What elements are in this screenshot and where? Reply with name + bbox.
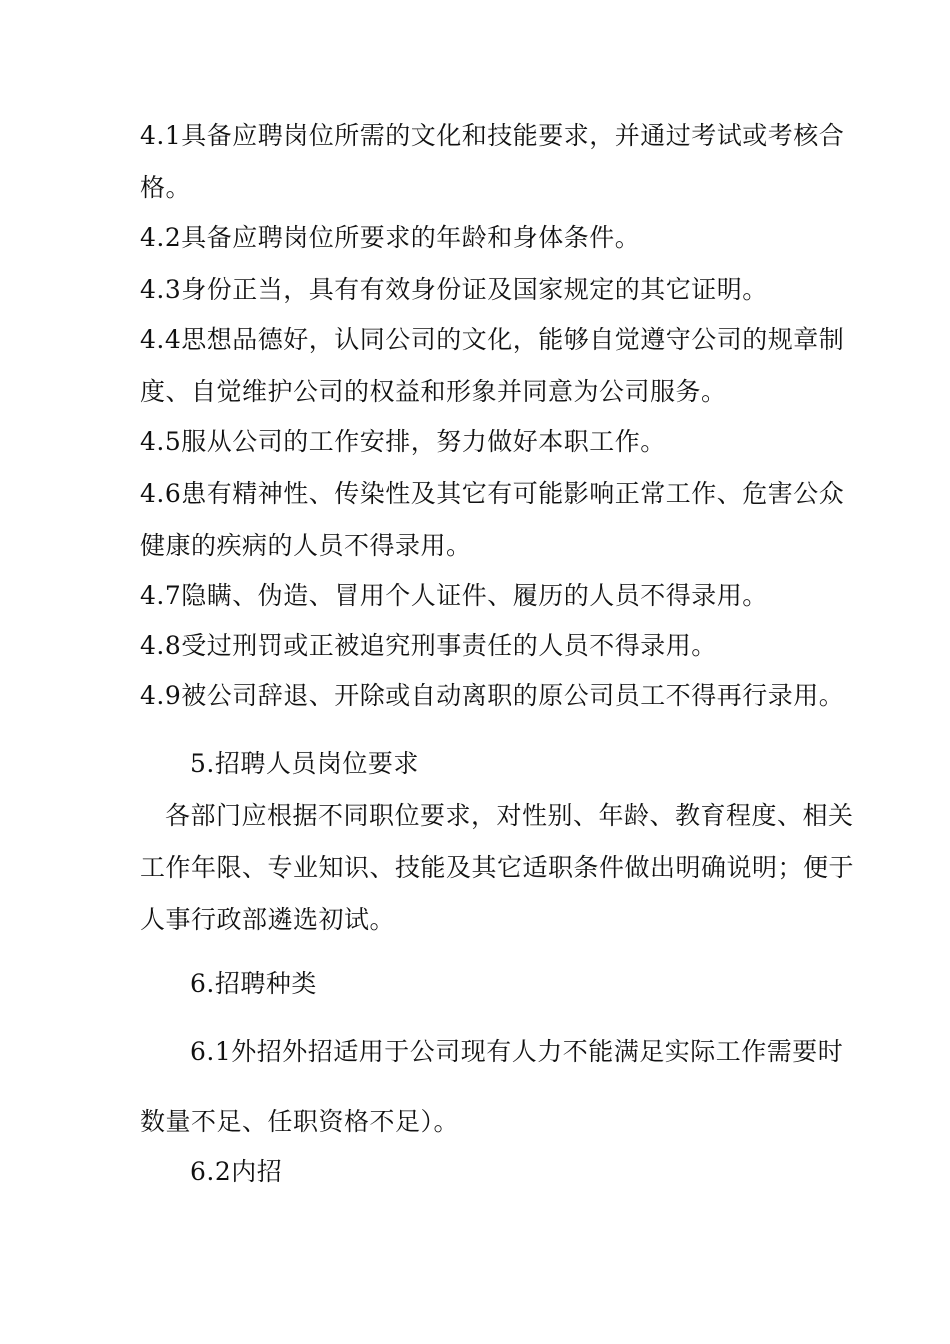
item-4-1-line-1: 4.1具备应聘岗位所需的文化和技能要求，并通过考试或考核合 — [140, 121, 845, 150]
section-5-body — [140, 790, 855, 946]
section-5-line-3: 人事行政部遴选初试。 — [140, 905, 396, 934]
section-6-2-heading — [190, 1146, 890, 1198]
item-4-2 — [140, 212, 840, 264]
section-5-line-1: 各部门应根据不同职位要求，对性别、年龄、教育程度、相关 — [165, 801, 854, 830]
item-4-1-line-2: 格。 — [140, 173, 192, 202]
section-6-heading-text: 6.招聘种类 — [190, 969, 317, 998]
section-5-line-2: 工作年限、专业知识、技能及其它适职条件做出明确说明；便于 — [140, 853, 855, 882]
item-4-5-line-1: 4.5服从公司的工作安排，努力做好本职工作。 — [140, 427, 666, 456]
section-6-1 — [140, 1026, 844, 1148]
item-4-8 — [140, 620, 840, 672]
item-4-3 — [140, 264, 840, 316]
item-4-8-line-1: 4.8受过刑罚或正被追究刑事责任的人员不得录用。 — [140, 631, 717, 660]
section-6-2-heading-text: 6.2内招 — [190, 1157, 283, 1186]
item-4-5 — [140, 416, 840, 468]
item-4-4 — [140, 314, 845, 418]
item-4-2-line-1: 4.2具备应聘岗位所要求的年龄和身体条件。 — [140, 223, 641, 252]
item-4-7 — [140, 570, 840, 622]
item-4-1 — [140, 110, 845, 214]
item-4-7-line-1: 4.7隐瞒、伪造、冒用个人证件、履历的人员不得录用。 — [140, 581, 768, 610]
item-4-6-line-1: 4.6患有精神性、传染性及其它有可能影响正常工作、危害公众 — [140, 479, 845, 508]
section-5-heading — [190, 738, 890, 790]
section-6-heading — [190, 958, 890, 1010]
item-4-4-line-2: 度、自觉维护公司的权益和形象并同意为公司服务。 — [140, 377, 727, 406]
item-4-9-line-1: 4.9被公司辞退、开除或自动离职的原公司员工不得再行录用。 — [140, 681, 845, 710]
item-4-3-line-1: 4.3身份正当，具有有效身份证及国家规定的其它证明。 — [140, 275, 768, 304]
section-6-1-line-1: 6.1外招外招适用于公司现有人力不能满足实际工作需要时 — [190, 1037, 844, 1066]
item-4-6-line-2: 健康的疾病的人员不得录用。 — [140, 531, 472, 560]
section-5-heading-text: 5.招聘人员岗位要求 — [190, 749, 419, 778]
item-4-9 — [140, 670, 845, 722]
item-4-6 — [140, 468, 845, 572]
item-4-4-line-1: 4.4思想品德好，认同公司的文化，能够自觉遵守公司的规章制 — [140, 325, 845, 354]
section-6-1-line-2: 数量不足、任职资格不足）。 — [140, 1107, 460, 1136]
